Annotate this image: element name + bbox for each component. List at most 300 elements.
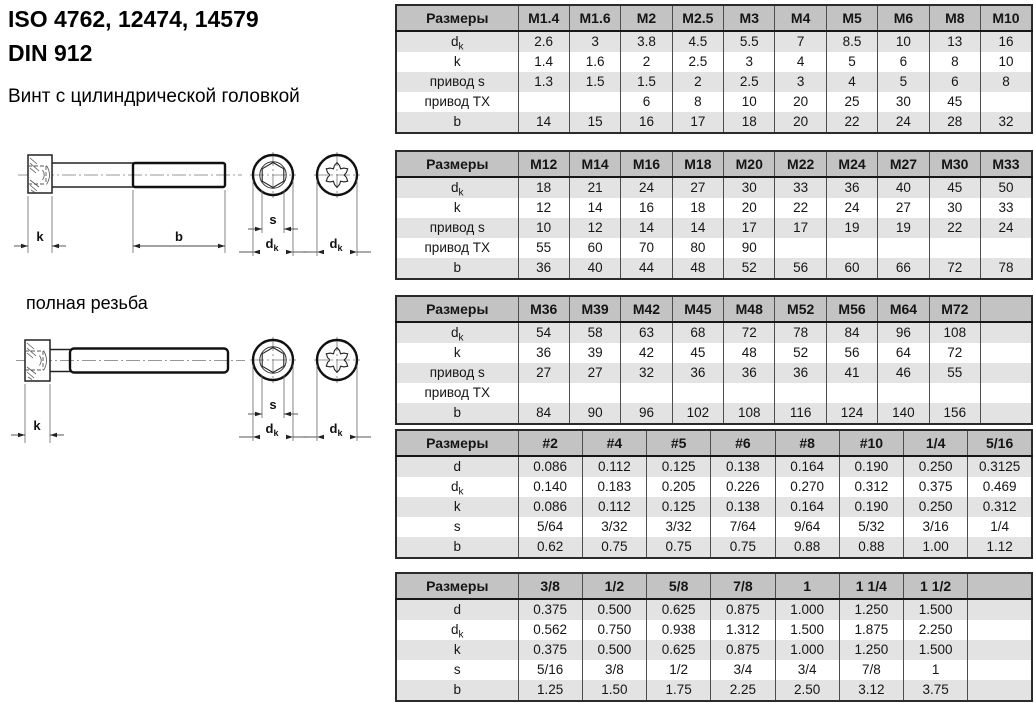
value-cell (968, 620, 1032, 640)
sizes-corner-header: Размеры (396, 296, 518, 322)
value-cell: 156 (929, 403, 980, 424)
value-cell: 20 (775, 112, 826, 133)
value-cell: 64 (878, 343, 929, 363)
table-row (396, 31, 1032, 52)
value-cell (981, 343, 1032, 363)
value-cell: 0.112 (582, 456, 646, 477)
row-label: d (396, 599, 518, 620)
size-column-header: M52 (775, 296, 826, 322)
size-column-header: M33 (981, 151, 1032, 177)
size-column-header: M36 (518, 296, 569, 322)
value-cell: 6 (929, 72, 980, 92)
value-cell: 3/32 (582, 517, 646, 537)
value-cell: 28 (929, 112, 980, 133)
value-cell (826, 238, 877, 258)
value-cell: 0.62 (518, 537, 582, 558)
table-row (396, 112, 1032, 133)
size-column-header (981, 296, 1032, 322)
row-label: k (396, 497, 518, 517)
value-cell: 1.50 (582, 680, 646, 701)
value-cell (981, 403, 1032, 424)
value-cell: 56 (826, 343, 877, 363)
value-cell: 2.6 (518, 31, 569, 52)
value-cell: 5 (826, 52, 877, 72)
size-column-header: 1 1/4 (839, 573, 903, 599)
value-cell: 14 (569, 198, 620, 218)
value-cell: 17 (724, 218, 775, 238)
value-cell: 108 (929, 322, 980, 343)
dimensions-table-4 (395, 429, 1033, 559)
row-label: $d_k$ (396, 177, 518, 198)
row-label: привод s (396, 363, 518, 383)
value-cell: 24 (826, 198, 877, 218)
dk-dimension-label: $d_k$ (265, 421, 279, 438)
value-cell: 0.183 (582, 477, 646, 497)
row-label: привод s (396, 218, 518, 238)
value-cell: 9/64 (775, 517, 839, 537)
row-label: привод s (396, 72, 518, 92)
value-cell: 14 (672, 218, 723, 238)
value-cell: 52 (775, 343, 826, 363)
size-column-header: 1 1/2 (904, 573, 968, 599)
value-cell: 24 (878, 112, 929, 133)
size-column-header: 3/8 (518, 573, 582, 599)
value-cell (968, 680, 1032, 701)
value-cell: 8 (929, 52, 980, 72)
value-cell: 1.6 (569, 52, 620, 72)
value-cell: 140 (878, 403, 929, 424)
value-cell: 0.312 (968, 497, 1032, 517)
row-label: b (396, 680, 518, 701)
value-cell: 39 (569, 343, 620, 363)
size-column-header: #6 (711, 430, 775, 456)
dk-dimension-label: $d_k$ (265, 236, 279, 253)
value-cell: 72 (929, 258, 980, 279)
row-label: $d_k$ (396, 620, 518, 640)
value-cell (981, 363, 1032, 383)
size-column-header: M2.5 (672, 5, 723, 31)
value-cell: 0.125 (647, 497, 711, 517)
value-cell: 45 (672, 343, 723, 363)
value-cell: 2.5 (724, 72, 775, 92)
size-column-header: M56 (826, 296, 877, 322)
value-cell: 18 (518, 177, 569, 198)
dimension-b (133, 190, 225, 253)
value-cell: 0.469 (968, 477, 1032, 497)
row-label: $d_k$ (396, 477, 518, 497)
row-label: привод TX (396, 238, 518, 258)
table-row (396, 258, 1032, 279)
value-cell: 0.190 (839, 456, 903, 477)
value-cell: 0.88 (775, 537, 839, 558)
value-cell: 6 (621, 92, 672, 112)
size-column-header: M30 (929, 151, 980, 177)
value-cell: 32 (621, 363, 672, 383)
product-name: Винт с цилиндрической головкой (8, 86, 300, 107)
value-cell: 66 (878, 258, 929, 279)
value-cell: 10 (518, 218, 569, 238)
value-cell: 45 (929, 177, 980, 198)
table-row (396, 497, 1032, 517)
value-cell: 1.5 (621, 72, 672, 92)
iso-standards-title: ISO 4762, 12474, 14579 (8, 6, 259, 32)
row-label: s (396, 517, 518, 537)
value-cell: 0.164 (775, 497, 839, 517)
value-cell: 0.250 (904, 456, 968, 477)
value-cell: 2.5 (672, 52, 723, 72)
size-column-header: M16 (621, 151, 672, 177)
value-cell (968, 599, 1032, 620)
value-cell: 41 (826, 363, 877, 383)
value-cell: 20 (724, 198, 775, 218)
size-column-header: M27 (878, 151, 929, 177)
table-row (396, 477, 1032, 497)
value-cell: 10 (724, 92, 775, 112)
value-cell: 0.625 (647, 640, 711, 660)
table-row (396, 218, 1032, 238)
dimensions-table-2 (395, 150, 1033, 280)
value-cell: 58 (569, 322, 620, 343)
value-cell: 124 (826, 403, 877, 424)
value-cell (878, 383, 929, 403)
value-cell: 17 (672, 112, 723, 133)
size-column-header: M3 (724, 5, 775, 31)
value-cell: 24 (621, 177, 672, 198)
value-cell: 3/4 (775, 660, 839, 680)
value-cell: 3/16 (904, 517, 968, 537)
value-cell: 60 (826, 258, 877, 279)
sizes-corner-header: Размеры (396, 5, 518, 31)
value-cell: 45 (929, 92, 980, 112)
table-row (396, 383, 1032, 403)
row-label: b (396, 258, 518, 279)
value-cell: 2.25 (711, 680, 775, 701)
value-cell: 1.500 (775, 620, 839, 640)
value-cell: 40 (878, 177, 929, 198)
value-cell: 0.226 (711, 477, 775, 497)
row-label: b (396, 403, 518, 424)
size-column-header: M5 (826, 5, 877, 31)
value-cell: 84 (826, 322, 877, 343)
value-cell: 55 (518, 238, 569, 258)
value-cell: 6 (878, 52, 929, 72)
sizes-corner-header: Размеры (396, 573, 518, 599)
table-row (396, 456, 1032, 477)
dimensions-table-1 (395, 4, 1033, 134)
value-cell: 22 (929, 218, 980, 238)
table-row (396, 322, 1032, 343)
table-row (396, 660, 1032, 680)
value-cell: 52 (724, 258, 775, 279)
size-column-header: 1 (775, 573, 839, 599)
value-cell: 33 (775, 177, 826, 198)
value-cell (981, 92, 1032, 112)
size-column-header: #2 (518, 430, 582, 456)
value-cell: 0.75 (647, 537, 711, 558)
value-cell (981, 322, 1032, 343)
value-cell (968, 660, 1032, 680)
table-row (396, 680, 1032, 701)
size-column-header: M2 (621, 5, 672, 31)
value-cell: 16 (621, 198, 672, 218)
value-cell: 0.250 (904, 497, 968, 517)
value-cell: 36 (518, 343, 569, 363)
size-column-header: #4 (582, 430, 646, 456)
value-cell: 5/16 (518, 660, 582, 680)
value-cell: 1/4 (968, 517, 1032, 537)
row-label: k (396, 343, 518, 363)
value-cell: 19 (826, 218, 877, 238)
size-column-header: M14 (569, 151, 620, 177)
value-cell: 21 (569, 177, 620, 198)
value-cell: 0.140 (518, 477, 582, 497)
value-cell: 2 (621, 52, 672, 72)
table-row (396, 363, 1032, 383)
value-cell: 3.8 (621, 31, 672, 52)
value-cell: 0.500 (582, 599, 646, 620)
size-column-header: #8 (775, 430, 839, 456)
value-cell (968, 640, 1032, 660)
size-column-header: 5/16 (968, 430, 1032, 456)
value-cell: 36 (672, 363, 723, 383)
size-column-header: M42 (621, 296, 672, 322)
value-cell: 3.75 (904, 680, 968, 701)
value-cell: 3.12 (839, 680, 903, 701)
screw-head-side (28, 155, 52, 193)
value-cell: 8.5 (826, 31, 877, 52)
size-column-header: M20 (724, 151, 775, 177)
value-cell: 5 (878, 72, 929, 92)
value-cell (775, 383, 826, 403)
table-row (396, 599, 1032, 620)
value-cell: 22 (775, 198, 826, 218)
value-cell (981, 383, 1032, 403)
value-cell: 15 (569, 112, 620, 133)
dimensions-table-3 (395, 295, 1033, 425)
value-cell: 27 (518, 363, 569, 383)
value-cell: 72 (929, 343, 980, 363)
value-cell: 20 (775, 92, 826, 112)
value-cell: 1.12 (968, 537, 1032, 558)
size-column-header: M22 (775, 151, 826, 177)
tables-panel (395, 0, 1031, 703)
value-cell: 108 (724, 403, 775, 424)
value-cell: 1.500 (904, 599, 968, 620)
value-cell: 3/32 (647, 517, 711, 537)
value-cell: 30 (724, 177, 775, 198)
value-cell: 3 (724, 52, 775, 72)
dimension-k (14, 196, 66, 253)
full-thread-label: полная резьба (26, 293, 148, 313)
value-cell: 48 (672, 258, 723, 279)
value-cell: 30 (878, 92, 929, 112)
table-row (396, 72, 1032, 92)
value-cell (569, 92, 620, 112)
value-cell: 56 (775, 258, 826, 279)
value-cell: 1.250 (839, 640, 903, 660)
value-cell: 36 (518, 258, 569, 279)
value-cell: 22 (826, 112, 877, 133)
value-cell: 4 (775, 52, 826, 72)
value-cell: 0.75 (711, 537, 775, 558)
dk-dimension-label: $d_k$ (329, 421, 343, 438)
value-cell: 7/8 (839, 660, 903, 680)
value-cell: 0.125 (647, 456, 711, 477)
value-cell: 4 (826, 72, 877, 92)
value-cell (775, 238, 826, 258)
value-cell (878, 238, 929, 258)
value-cell: 70 (621, 238, 672, 258)
k-dimension-label: k (36, 229, 44, 244)
value-cell: 32 (981, 112, 1032, 133)
value-cell: 1.75 (647, 680, 711, 701)
size-column-header: #5 (647, 430, 711, 456)
value-cell: 8 (672, 92, 723, 112)
value-cell: 7/64 (711, 517, 775, 537)
size-column-header (968, 573, 1032, 599)
value-cell: 1.875 (839, 620, 903, 640)
value-cell: 0.086 (518, 456, 582, 477)
value-cell: 10 (878, 31, 929, 52)
value-cell: 1.500 (904, 640, 968, 660)
row-label: d (396, 456, 518, 477)
size-column-header: M12 (518, 151, 569, 177)
value-cell: 14 (518, 112, 569, 133)
torx-end-view (303, 152, 371, 256)
value-cell: 84 (518, 403, 569, 424)
value-cell: 0.205 (647, 477, 711, 497)
value-cell: 8 (981, 72, 1032, 92)
value-cell: 1.5 (569, 72, 620, 92)
value-cell: 18 (724, 112, 775, 133)
b-dimension-label: b (175, 229, 183, 244)
value-cell (518, 383, 569, 403)
value-cell: 0.500 (582, 640, 646, 660)
value-cell: 40 (569, 258, 620, 279)
value-cell: 1.312 (711, 620, 775, 640)
value-cell: 0.75 (582, 537, 646, 558)
value-cell: 1.25 (518, 680, 582, 701)
table-row (396, 537, 1032, 558)
value-cell: 116 (775, 403, 826, 424)
value-cell (981, 238, 1032, 258)
k-dimension-label: k (33, 418, 41, 433)
size-column-header: M64 (878, 296, 929, 322)
value-cell (929, 383, 980, 403)
value-cell: 55 (929, 363, 980, 383)
size-column-header: M72 (929, 296, 980, 322)
size-column-header: M6 (878, 5, 929, 31)
row-label: привод TX (396, 92, 518, 112)
value-cell: 44 (621, 258, 672, 279)
value-cell: 2 (672, 72, 723, 92)
value-cell: 54 (518, 322, 569, 343)
value-cell: 3/8 (582, 660, 646, 680)
value-cell: 68 (672, 322, 723, 343)
value-cell: 4.5 (672, 31, 723, 52)
value-cell: 0.88 (839, 537, 903, 558)
size-column-header: M10 (981, 5, 1032, 31)
value-cell: 72 (724, 322, 775, 343)
value-cell: 33 (981, 198, 1032, 218)
standards-title-block (8, 2, 259, 70)
s-dimension-label: s (269, 212, 277, 227)
value-cell: 1/2 (647, 660, 711, 680)
value-cell: 25 (826, 92, 877, 112)
hex-socket-end-view (239, 152, 307, 256)
value-cell: 0.750 (582, 620, 646, 640)
size-column-header: #10 (839, 430, 903, 456)
value-cell: 27 (672, 177, 723, 198)
value-cell: 12 (569, 218, 620, 238)
size-column-header: M1.4 (518, 5, 569, 31)
table-row (396, 517, 1032, 537)
value-cell: 18 (672, 198, 723, 218)
table-row (396, 640, 1032, 660)
value-cell: 13 (929, 31, 980, 52)
value-cell (929, 238, 980, 258)
value-cell: 17 (775, 218, 826, 238)
value-cell: 0.312 (839, 477, 903, 497)
value-cell: 78 (981, 258, 1032, 279)
value-cell: 1.3 (518, 72, 569, 92)
value-cell: 1.000 (775, 640, 839, 660)
value-cell: 0.938 (647, 620, 711, 640)
value-cell: 46 (878, 363, 929, 383)
row-label: привод TX (396, 383, 518, 403)
value-cell: 0.3125 (968, 456, 1032, 477)
row-label: k (396, 198, 518, 218)
size-column-header: M39 (569, 296, 620, 322)
table-row (396, 620, 1032, 640)
value-cell: 96 (878, 322, 929, 343)
value-cell (621, 383, 672, 403)
torx-end-view (303, 337, 371, 441)
size-column-header: M18 (672, 151, 723, 177)
table-row (396, 177, 1032, 198)
value-cell: 12 (518, 198, 569, 218)
value-cell: 1.000 (775, 599, 839, 620)
row-label: k (396, 52, 518, 72)
row-label: b (396, 537, 518, 558)
value-cell: 2.250 (904, 620, 968, 640)
dk-dimension-label: $d_k$ (329, 236, 343, 253)
value-cell: 16 (621, 112, 672, 133)
value-cell: 60 (569, 238, 620, 258)
size-column-header: M8 (929, 5, 980, 31)
value-cell: 0.875 (711, 599, 775, 620)
value-cell: 3 (569, 31, 620, 52)
value-cell: 27 (569, 363, 620, 383)
value-cell: 96 (621, 403, 672, 424)
value-cell: 24 (981, 218, 1032, 238)
value-cell: 14 (621, 218, 672, 238)
value-cell: 27 (878, 198, 929, 218)
table-row (396, 92, 1032, 112)
value-cell: 0.086 (518, 497, 582, 517)
value-cell: 1.250 (839, 599, 903, 620)
value-cell (724, 383, 775, 403)
size-column-header: M4 (775, 5, 826, 31)
value-cell: 1.00 (904, 537, 968, 558)
table-row (396, 198, 1032, 218)
dimension-k (11, 384, 64, 443)
value-cell: 0.625 (647, 599, 711, 620)
hex-socket-end-view (239, 337, 307, 441)
value-cell: 0.562 (518, 620, 582, 640)
s-dimension-label: s (269, 397, 277, 412)
value-cell: 50 (981, 177, 1032, 198)
